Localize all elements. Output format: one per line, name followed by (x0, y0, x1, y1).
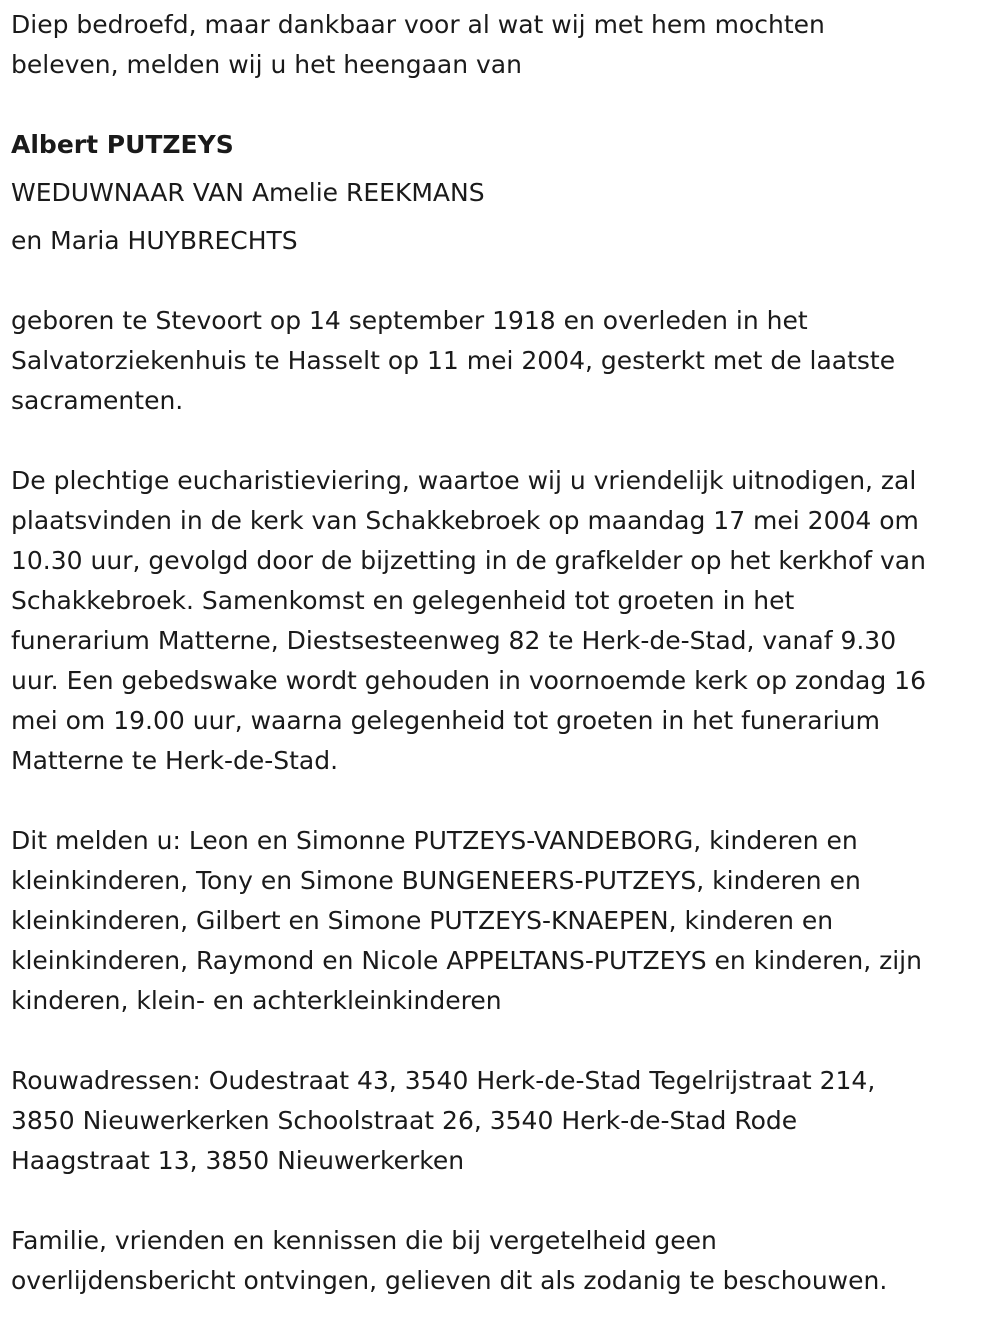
widower-line-1: WEDUWNAAR VAN Amelie REEKMANS (11, 178, 485, 207)
widower-line-2: en Maria HUYBRECHTS (11, 226, 298, 255)
closing-paragraph: Familie, vrienden en kennissen die bij vergetelheid geen overlijdensbericht ontvingen, gelieven dit als zodanig te beschouwen. (11, 1226, 888, 1295)
addresses-paragraph: Rouwadressen: Oudestraat 43, 3540 Herk-de-Stad Tegelrijstraat 214, 3850 Nieuwerkerken Schoolstraat 26, 3540 Herk-de-Stad Rode Haagstraat 13, 3850 Nieuwerkerken (11, 1066, 876, 1175)
ceremony-paragraph: De plechtige eucharistieviering, waartoe wij u vriendelijk uitnodigen, zal plaatsvinden in de kerk van Schakkebroek op maandag 17 mei 2004 om 10.30 uur, gevolgd door de bijzetting in de grafkelder op het kerkhof van Schakkebroek. Samenkomst en gelegenheid tot groeten in het funerarium Matterne, Diestsesteenweg 82 te Herk-de-Stad, vanaf 9.30 uur. Een gebedswake wordt gehouden in voornoemde kerk op zondag 16 mei om 19.00 uur, waarna gelegenheid tot groeten in het funerarium Matterne te Herk-de-Stad. (11, 466, 926, 775)
birth-death-paragraph: geboren te Stevoort op 14 september 1918 en overleden in het Salvatorziekenhuis te Hasselt op 11 mei 2004, gesterkt met de laatste sacramenten. (11, 306, 896, 415)
announcers-paragraph: Dit melden u: Leon en Simonne PUTZEYS-VANDEBORG, kinderen en kleinkinderen, Tony en Simone BUNGENEERS-PUTZEYS, kinderen en kleinkinderen, Gilbert en Simone PUTZEYS-KNAEPEN, kinderen en kleinkinderen, Raymond en Nicole APPELTANS-PUTZEYS en kinderen, zijn kinderen, klein- en achterkleinkinderen (11, 826, 922, 1015)
deceased-name: Albert PUTZEYS (11, 130, 234, 159)
intro-paragraph: Diep bedroefd, maar dankbaar voor al wat wij met hem mochten beleven, melden wij u het heengaan van (11, 10, 825, 79)
obituary-document (11, 0, 986, 1301)
